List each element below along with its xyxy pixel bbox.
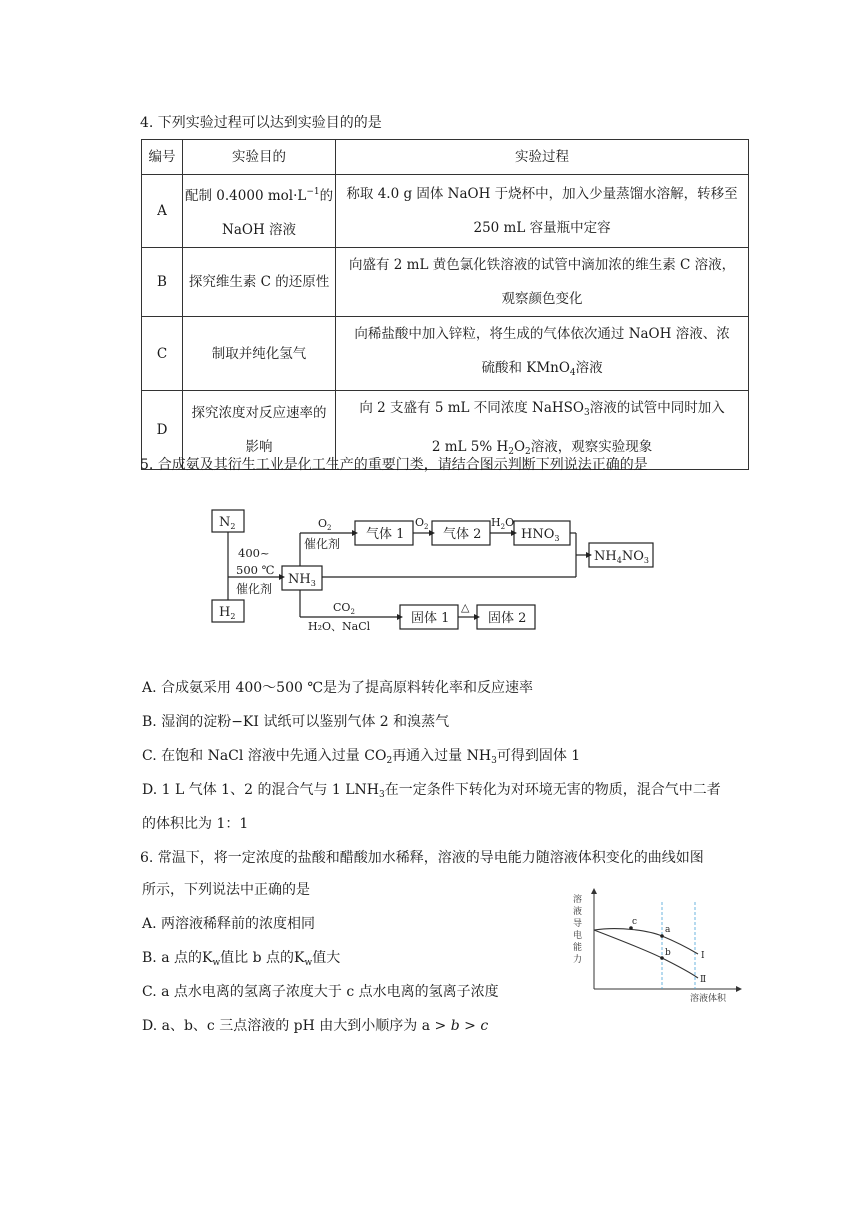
row-process: 称取 4.0 g 固体 NaOH 于烧杯中，加入少量蒸馏水溶解，转移至 250 mL 容量瓶中定容	[336, 175, 749, 248]
n2-label: $N_2$	[219, 515, 236, 531]
header-process: 实验过程	[336, 140, 749, 175]
h2o-nacl-label: H₂O、NaCl	[308, 620, 371, 633]
q6-option-a: A. 两溶液稀释前的浓度相同	[142, 916, 316, 932]
ylabel-char: 导	[573, 919, 583, 929]
table-row	[142, 175, 749, 248]
x-axis-arrow	[736, 986, 742, 992]
q5-stem: 5. 合成氨及其衍生工业是化工生产的重要门类，请结合图示判断下列说法正确的是	[140, 457, 648, 473]
ylabel-char: 电	[573, 931, 583, 941]
q6-option-d: D. a、b、c 三点溶液的 pH 由大到小顺序为 a > b > c	[142, 1018, 489, 1034]
row-purpose: 探究维生素 C 的还原性	[183, 248, 336, 317]
point-c-label: c	[632, 917, 638, 927]
xlabel: 溶液体积	[690, 994, 727, 1004]
o2-label-2: $O_2$	[415, 516, 429, 531]
curve-II	[594, 930, 698, 978]
q5-option-b: B. 湿润的淀粉−KI 试纸可以鉴别气体 2 和溴蒸气	[142, 714, 450, 730]
gas1-label: 气体 1	[366, 527, 405, 542]
ylabel-char: 力	[573, 955, 583, 965]
table-row	[142, 317, 749, 391]
point-b	[660, 956, 664, 960]
table-header-row	[142, 140, 749, 175]
point-a	[660, 934, 664, 938]
row-purpose: 制取并纯化氢气	[183, 317, 336, 391]
h2o-label: $H_2O$	[491, 516, 515, 531]
q4-table	[141, 139, 749, 470]
q4-stem: 4. 下列实验过程可以达到实验目的的是	[140, 115, 382, 131]
q6-option-c: C. a 点水电离的氢离子浓度大于 c 点水电离的氢离子浓度	[142, 984, 499, 1000]
q6-option-b: B. a 点的$K_w$值比 b 点的$K_w$值大	[142, 950, 341, 968]
catalyst-top-label: 催化剂	[304, 537, 341, 551]
header-purpose: 实验目的	[183, 140, 336, 175]
solid2-label: 固体 2	[488, 611, 527, 626]
point-b-label: b	[665, 948, 671, 958]
row-purpose: 配制 0.4000 $mol\cdot L^{-1}$的 NaOH 溶液	[183, 175, 336, 248]
row-purpose: 探究浓度对反应速率的 影响	[183, 391, 336, 470]
curve-I-label: Ⅰ	[701, 951, 705, 961]
temp-label-1: 400~	[238, 546, 270, 560]
q5-option-d: D. 1 L 气体 1、2 的混合气与 1 $LNH_3$在一定条件下转化为对环境无害的物质，混合气中二者	[142, 782, 721, 800]
q5-option-c: C. 在饱和 NaCl 溶液中先通入过量 $CO_2$再通入过量 $NH_3$可得到固体 1	[142, 748, 581, 766]
nh3-label: $NH_3$	[288, 572, 316, 588]
row-id: B	[142, 248, 183, 317]
row-process: 向 2 支盛有 5 mL 不同浓度 NaHSO$_3$溶液的试管中同时加入 2 mL 5% $H_2O_2$溶液，观察实验现象	[336, 391, 749, 470]
ylabel-char: 溶	[573, 895, 583, 905]
heat-symbol: △	[461, 601, 470, 614]
ammonia-flow-diagram	[200, 500, 670, 640]
header-id: 编号	[142, 140, 183, 175]
conductivity-graph	[570, 888, 750, 1006]
point-a-label: a	[665, 925, 671, 935]
ylabel-char: 液	[573, 907, 583, 917]
h2-label: $H_2$	[219, 605, 236, 621]
q6-stem-2: 所示，下列说法中正确的是	[142, 882, 310, 898]
curve-II-label: Ⅱ	[700, 975, 707, 985]
ylabel-char: 能	[573, 943, 583, 953]
catalyst-left-label: 催化剂	[236, 582, 273, 596]
q6-stem-1: 6. 常温下，将一定浓度的盐酸和醋酸加水稀释，溶液的导电能力随溶液体积变化的曲线如图	[140, 850, 704, 866]
row-process: 向稀盐酸中加入锌粒，将生成的气体依次通过 NaOH 溶液、浓 硫酸和 KMnO$_4$溶液	[336, 317, 749, 391]
temp-label-2: 500 ℃	[236, 563, 275, 577]
row-process: 向盛有 2 mL 黄色氯化铁溶液的试管中滴加浓的维生素 C 溶液， 观察颜色变化	[336, 248, 749, 317]
q5-option-d-cont: 的体积比为 1：1	[142, 816, 249, 832]
gas2-label: 气体 2	[443, 527, 482, 542]
q5-option-a: A. 合成氨采用 400～500 ℃是为了提高原料转化率和反应速率	[142, 680, 534, 696]
row-id: D	[142, 391, 183, 470]
y-axis-arrow	[591, 888, 597, 894]
row-id: A	[142, 175, 183, 248]
table-row	[142, 248, 749, 317]
o2-label-1: $O_2$	[318, 517, 332, 532]
solid1-label: 固体 1	[411, 611, 450, 626]
nh4no3-label: $NH_4NO_3$	[594, 549, 649, 565]
hno3-label: $HNO_3$	[521, 527, 560, 543]
co2-label: $CO_2$	[333, 601, 355, 616]
row-id: C	[142, 317, 183, 391]
